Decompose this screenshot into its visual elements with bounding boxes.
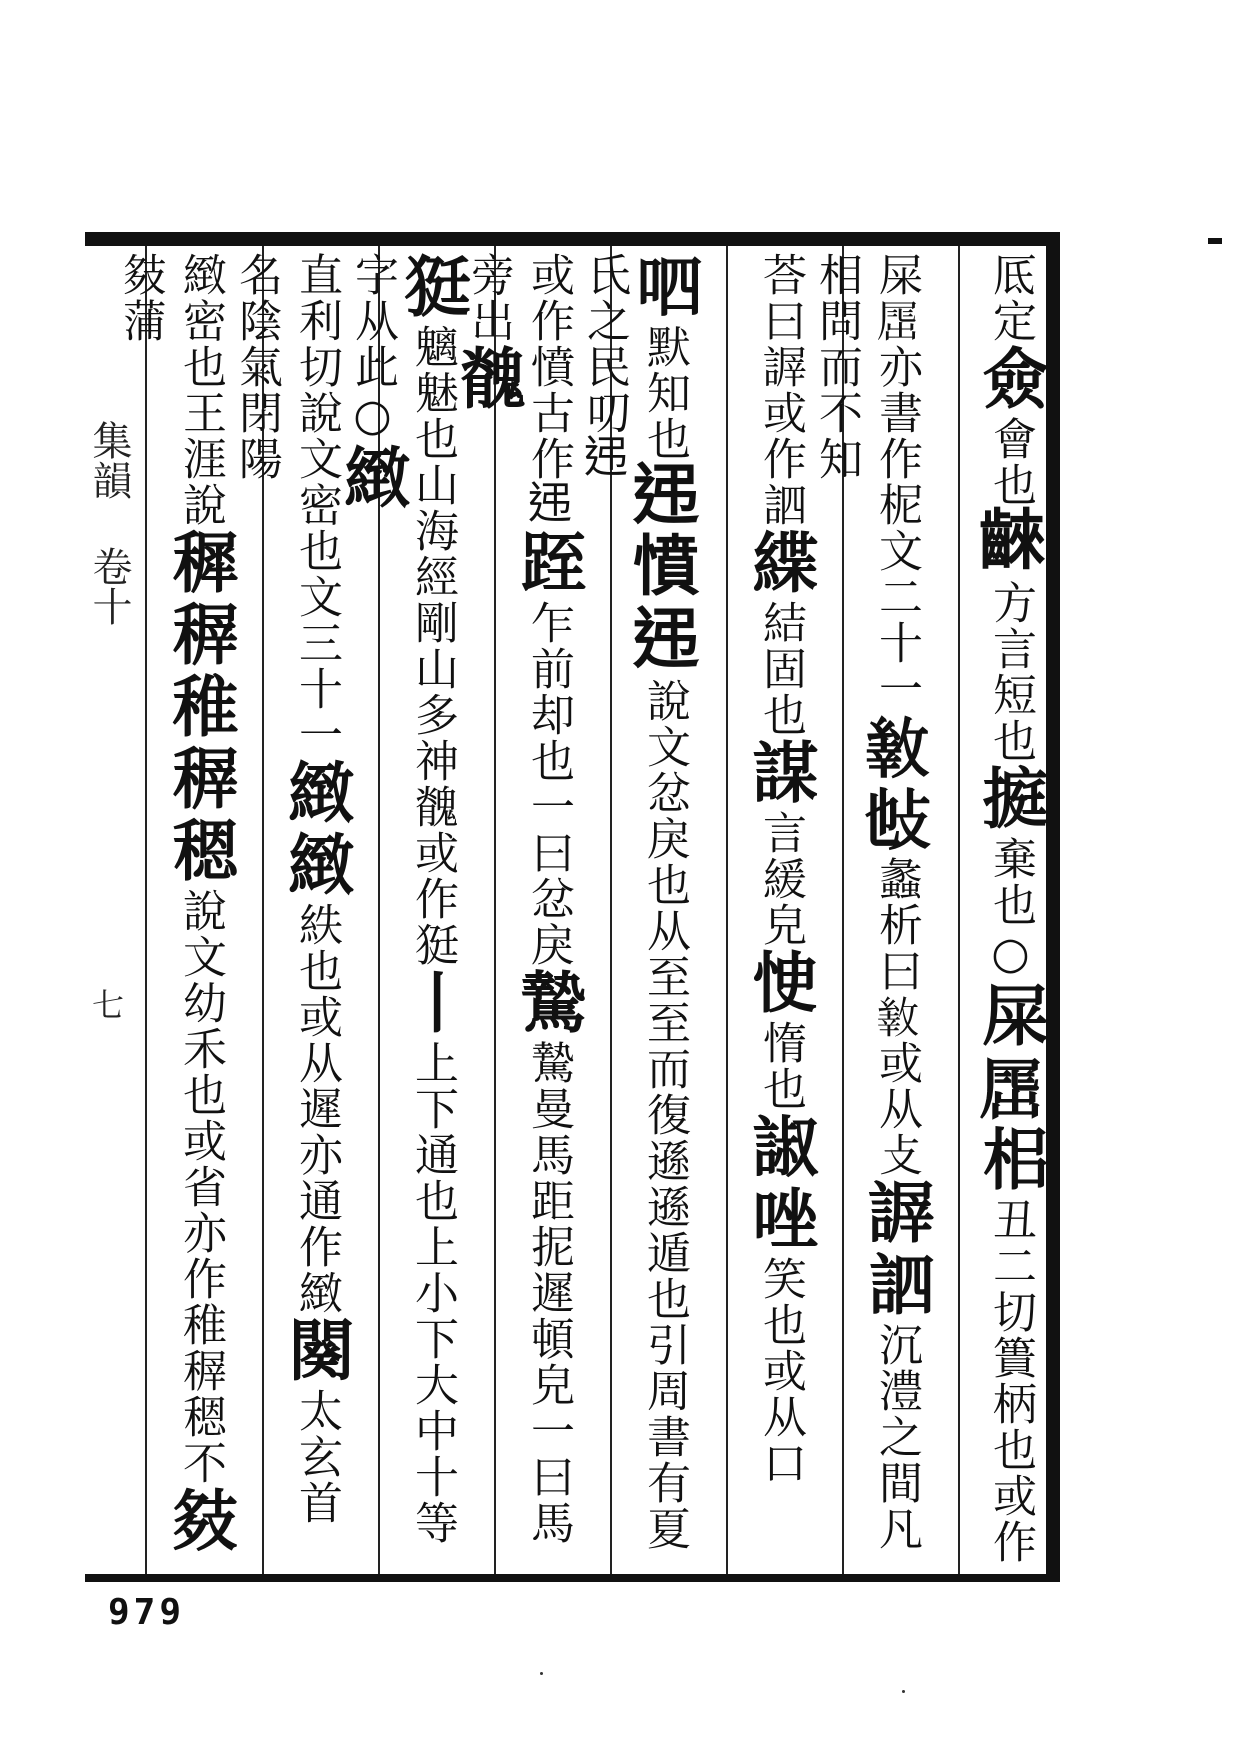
- headword: 㭒: [971, 1125, 1049, 1197]
- text-column-5: [449, 252, 587, 1570]
- gloss-text: 不: [175, 1440, 226, 1486]
- gloss-text: 會也: [985, 416, 1036, 508]
- headword: 僉: [971, 344, 1049, 416]
- headword: 𪘨: [971, 508, 1049, 580]
- headword: 屎𡲶: [971, 981, 1049, 1125]
- headword: 跮: [509, 528, 587, 600]
- headword: 憤: [625, 534, 703, 606]
- gloss-text: 直利切說文密也文三十一: [291, 252, 342, 758]
- gloss-text: 說文幼禾也或省亦作稚稺䅰: [175, 888, 226, 1440]
- gloss-text: 荅曰謘或作訵: [755, 252, 806, 528]
- headword: 訵: [857, 1250, 935, 1322]
- gloss-text: 紩也或从遲亦通作緻: [291, 902, 342, 1316]
- headword: 𢿐𢻫: [857, 712, 935, 856]
- gloss-text: 言緩皃: [755, 810, 806, 948]
- headword: 㹶: [393, 252, 471, 324]
- scan-speck: [902, 1690, 905, 1693]
- headword: 𨑩: [625, 462, 703, 534]
- headword: 諔: [741, 1112, 819, 1184]
- gloss-text: 沉澧之間凡相問而不知: [811, 252, 922, 1552]
- gloss-text: 或作憤古作𨑩: [523, 252, 574, 528]
- headword: 穉: [161, 528, 239, 600]
- gloss-text: 太玄首名陰氣閉陽: [231, 252, 342, 1526]
- gloss-text: 屎𡲶亦書作柅文二十一: [871, 252, 922, 712]
- text-column-6: [333, 252, 471, 1570]
- text-column-2: [811, 252, 935, 1570]
- gloss-text: 厎: [985, 252, 1036, 298]
- text-column-1: [971, 252, 1049, 1570]
- frame-right-rule: [1046, 232, 1060, 1582]
- gloss-text: ○: [985, 928, 1036, 981]
- headword: 稚: [161, 672, 239, 744]
- text-column-7: [231, 252, 355, 1570]
- gloss-text: 說文忿戾也从至至而復遜遜遁也引周書有夏氏之民叨𨑩: [579, 252, 690, 1552]
- gloss-text: 緻密也王涯說: [175, 252, 226, 528]
- gloss-text: ○: [347, 390, 398, 443]
- gloss-text: 惰也: [755, 1020, 806, 1112]
- headword: 稺: [161, 744, 239, 816]
- column-rule: [958, 246, 960, 1574]
- gloss-text: 蠡析曰𢿐或从攴: [871, 856, 922, 1178]
- headword: 䰪: [449, 344, 527, 416]
- column-rule: [726, 246, 728, 1574]
- gloss-text: 㩼蒲: [115, 252, 166, 344]
- headword: 謀: [741, 738, 819, 810]
- margin-folio: 七: [92, 986, 125, 1024]
- gloss-text: 定: [985, 298, 1036, 344]
- gloss-text: 棄也: [985, 836, 1036, 928]
- headword: 㨩: [971, 764, 1049, 836]
- gloss-text: 上下通也上小下大中十等字从此: [347, 252, 458, 1546]
- gloss-text: 丑二切簣柄也或作: [985, 1197, 1036, 1565]
- headword: 㩼: [161, 1486, 239, 1558]
- scan-speck: [540, 1672, 543, 1675]
- text-column-8: [115, 252, 239, 1570]
- frame-top-rule: [85, 232, 1060, 246]
- margin-title: 集韻 卷十: [86, 420, 132, 626]
- gloss-text: 默知也: [639, 324, 690, 462]
- headword: 𨑩: [625, 606, 703, 678]
- page-number: 979: [108, 1592, 186, 1633]
- headword: 緻: [333, 443, 411, 515]
- gloss-text: 乍前却也一曰忿戾: [523, 600, 574, 968]
- scan-edge-mark: [1208, 238, 1222, 244]
- headword: 闋: [277, 1316, 355, 1388]
- headword: 唑: [741, 1184, 819, 1256]
- headword: 㤤: [741, 948, 819, 1020]
- headword: 呬: [625, 252, 703, 324]
- headword: 緤: [741, 528, 819, 600]
- gloss-text: 結固也: [755, 600, 806, 738]
- gloss-text: 笑也或从口: [755, 1256, 806, 1486]
- headword: 稺: [161, 600, 239, 672]
- headword: 謘: [857, 1178, 935, 1250]
- headword: 丨: [393, 968, 471, 1040]
- text-column-3: [741, 252, 819, 1570]
- headword: 緻: [277, 830, 355, 902]
- column-rule: [494, 246, 496, 1574]
- headword: 緻: [277, 758, 355, 830]
- gloss-text: 方言短也: [985, 580, 1036, 764]
- text-column-4: [579, 252, 703, 1570]
- column-rule: [145, 246, 147, 1574]
- headword: 䅰: [161, 816, 239, 888]
- headword: 騺: [509, 968, 587, 1040]
- gloss-text: 騺曼馬距抳遲頓皃一曰馬旁出: [463, 252, 574, 1546]
- gloss-text: 魑魅也山海經剛山多神䰪或作㹶: [407, 324, 458, 968]
- frame-bottom-rule: [85, 1574, 1060, 1582]
